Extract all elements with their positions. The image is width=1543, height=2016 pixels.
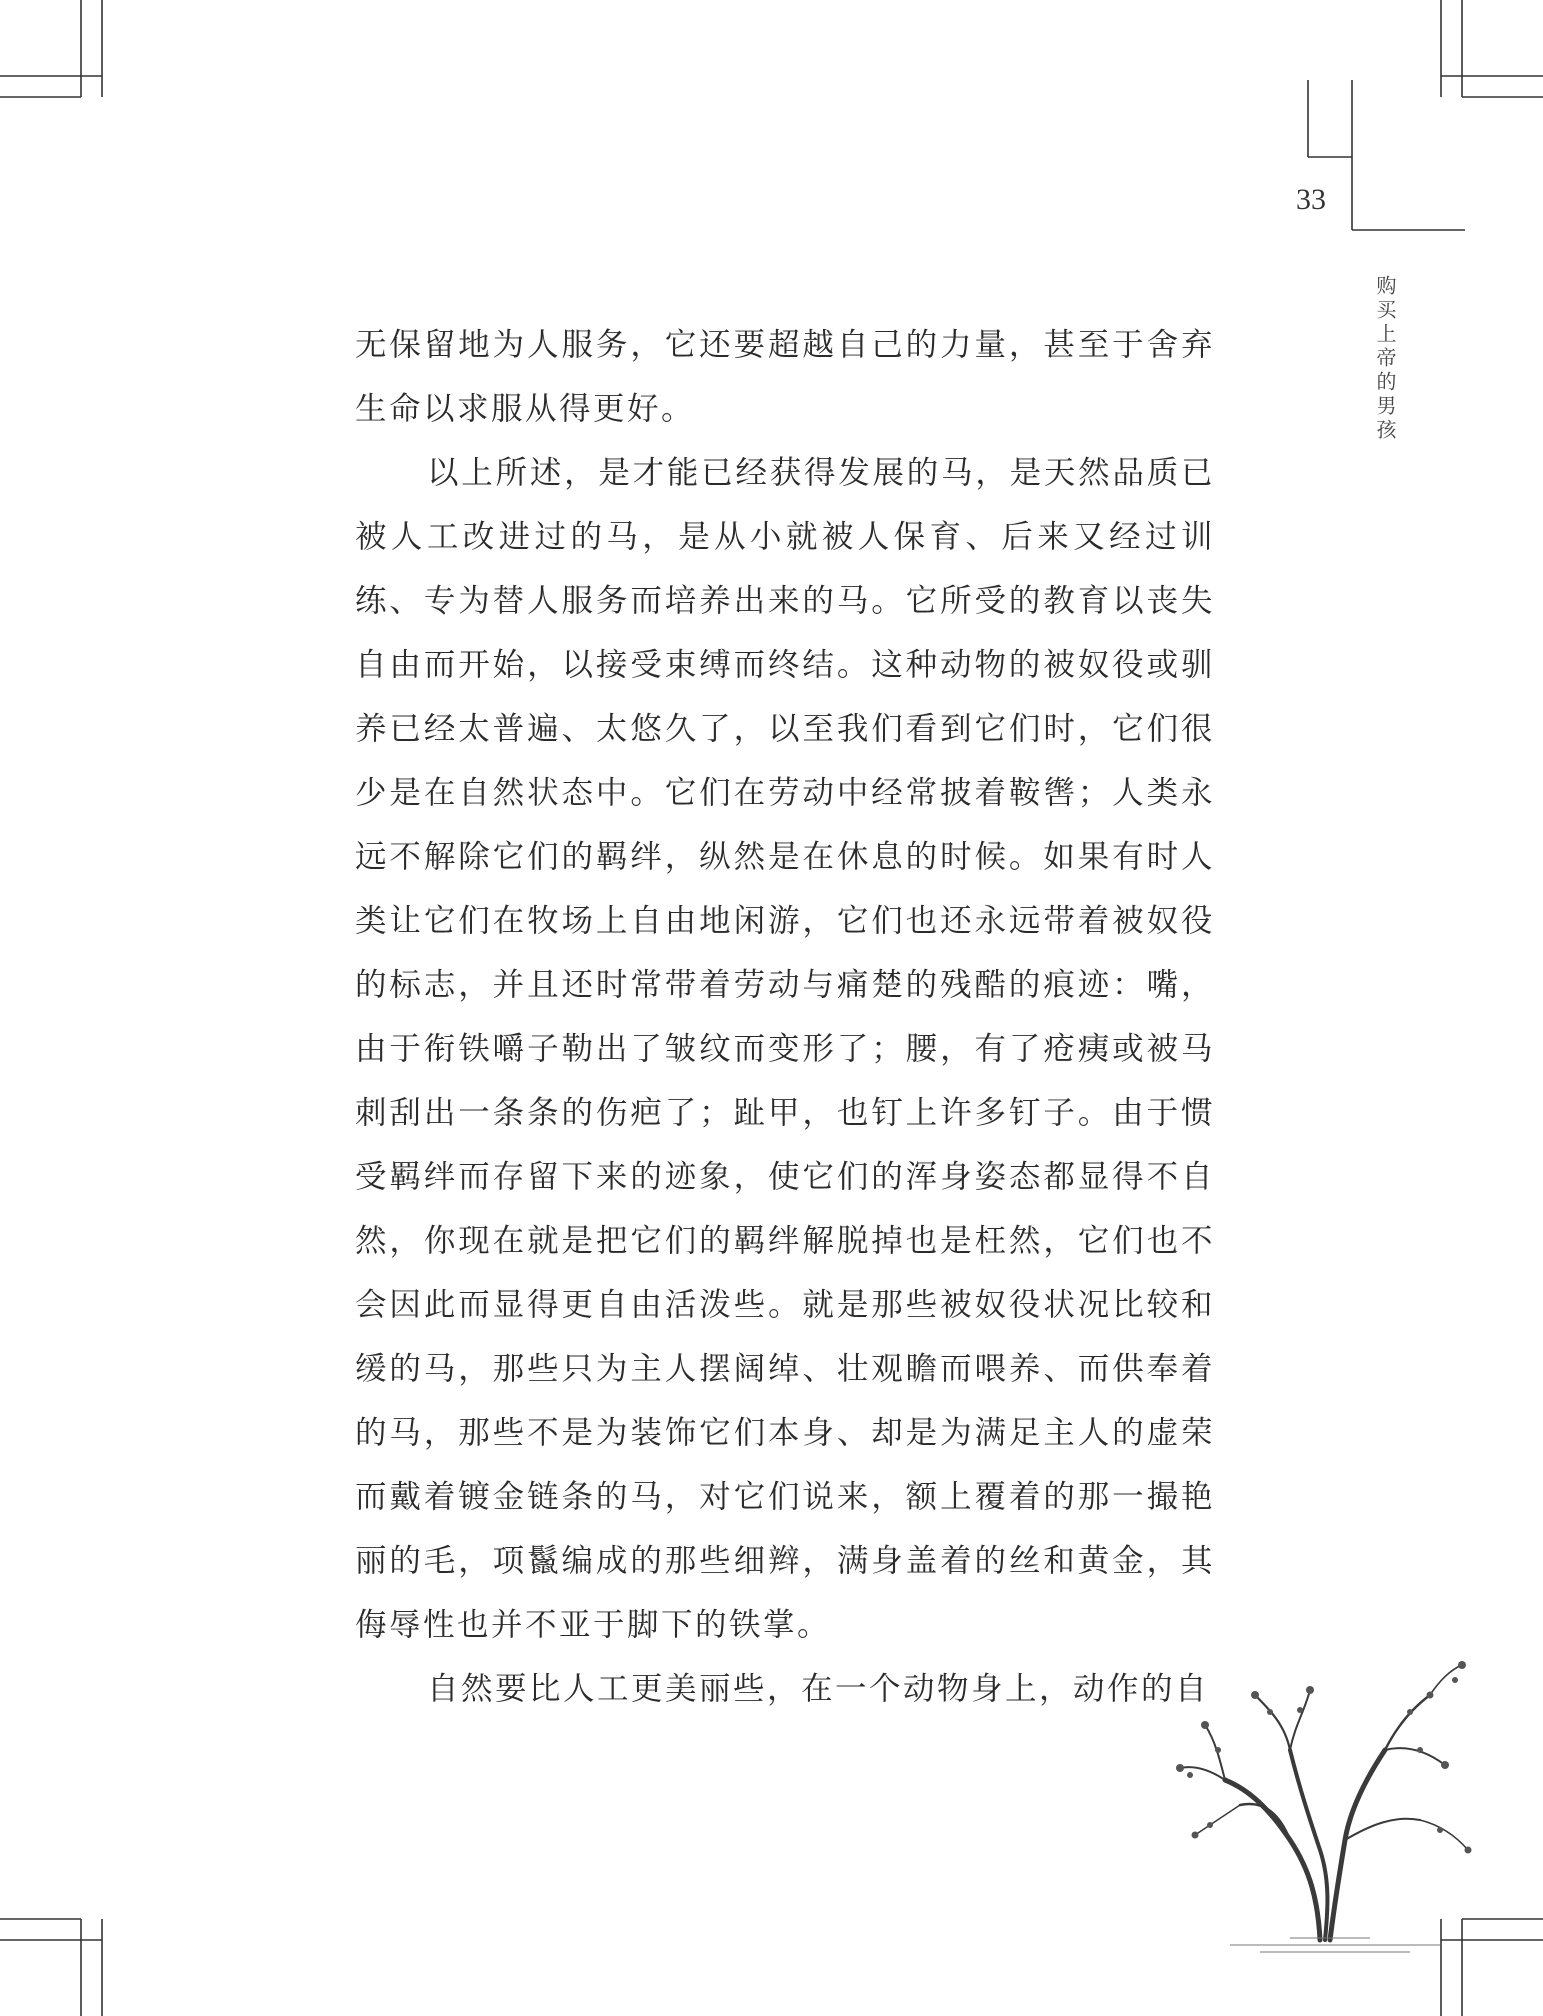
running-title: 购买上帝的男孩 — [1373, 275, 1397, 443]
paragraph: 自然要比人工更美丽些，在一个动物身上，动作的自 — [427, 1671, 1210, 1707]
paragraph: 无保留地为人服务，它还要超越自己的力量，甚至于舍弃生命以求服从得更好。 — [355, 327, 1215, 427]
page-number: 33 — [1296, 183, 1326, 216]
paragraph: 以上所述，是才能已经获得发展的马，是天然品质已被人工改进过的马，是从小就被人保育、后来又经过训练、专为替人服务而培养出来的马。它所受的教育以丧失自由而开始，以接受束缚而终结。这种动物的被奴役或驯养已经太普遍、太悠久了，以至我们看到它们时，它们很少是在自然状态中。它们在劳动中经常披着鞍辔；人类永远不解除它们的羁绊，纵然是在休息的时候。如果有时人类让它们在牧场上自由地闲游，它们也还永远带着被奴役的标志，并且还时常带着劳动与痛楚的残酷的痕迹：嘴，由于衔铁嚼子勒出了皱纹而变形了；腰，有了疮痍或被马刺刮出一条条的伤疤了；趾甲，也钉上许多钉子。由于惯受羁绊而存留下来的迹象，使它们的浑身姿态都显得不自然，你现在就是把它们的羁绊解脱掉也是枉然，它们也不会因此而显得更自由活泼些。就是那些被奴役状况比较和缓的马，那些只为主人摆阔绰、壮观瞻而喂养、而供奉着的马，那些不是为装饰它们本身、却是为满足主人的虚荣而戴着镀金链条的马，对它们说来，额上覆着的那一撮艳丽的毛，项鬣编成的那些细辫，满身盖着的丝和黄金，其侮辱性也并不亚于脚下的铁掌。 — [355, 455, 1215, 1643]
tree-illustration — [1170, 1640, 1500, 1970]
body-text — [355, 313, 1215, 1721]
